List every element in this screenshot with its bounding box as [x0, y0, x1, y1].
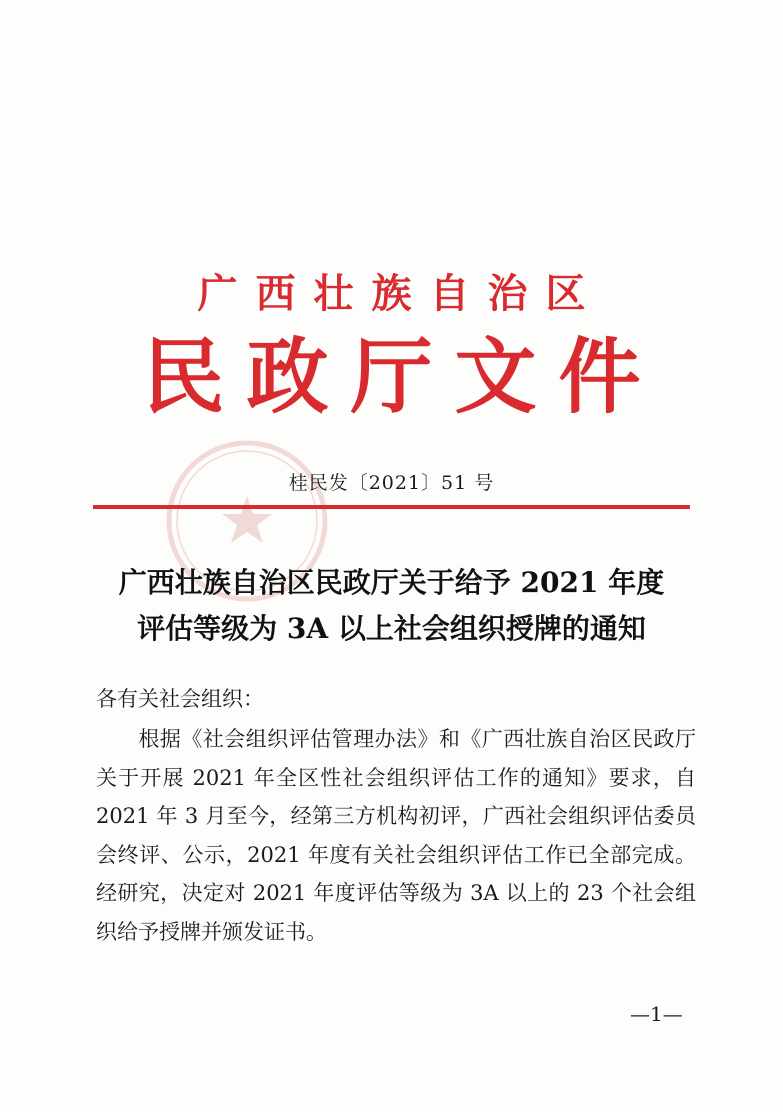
issuer-region-heading: 广西壮族自治区 [197, 270, 604, 317]
body-paragraph-text: 根据《社会组织评估管理办法》和《广西壮族自治区民政厅关于开展 2021 年全区性社会组织评估工作的通知》要求，自 2021 年 3 月至今，经第三方机构初评，广西社会组织评估委员会终评、公示，2021 年度有关社会组织评估工作已全部完成。经研究，决定对 2021 年度评估等级为 3A 以上的 23 个社会组织给予授牌并颁发证书。 [96, 727, 696, 944]
salutation: 各有关社会组织： [96, 687, 264, 711]
title-line-1: 广西壮族自治区民政厅关于给予 2021 年度 [118, 566, 665, 599]
red-separator-line [93, 505, 690, 509]
document-title [0, 560, 783, 652]
body-paragraph [96, 720, 696, 951]
issuer-document-heading: 民政厅文件 [142, 329, 663, 425]
title-line-2: 评估等级为 3A 以上社会组织授牌的通知 [137, 612, 646, 645]
document-number: 桂民发〔2021〕51 号 [288, 472, 495, 494]
page-number: —1— [630, 1002, 683, 1026]
